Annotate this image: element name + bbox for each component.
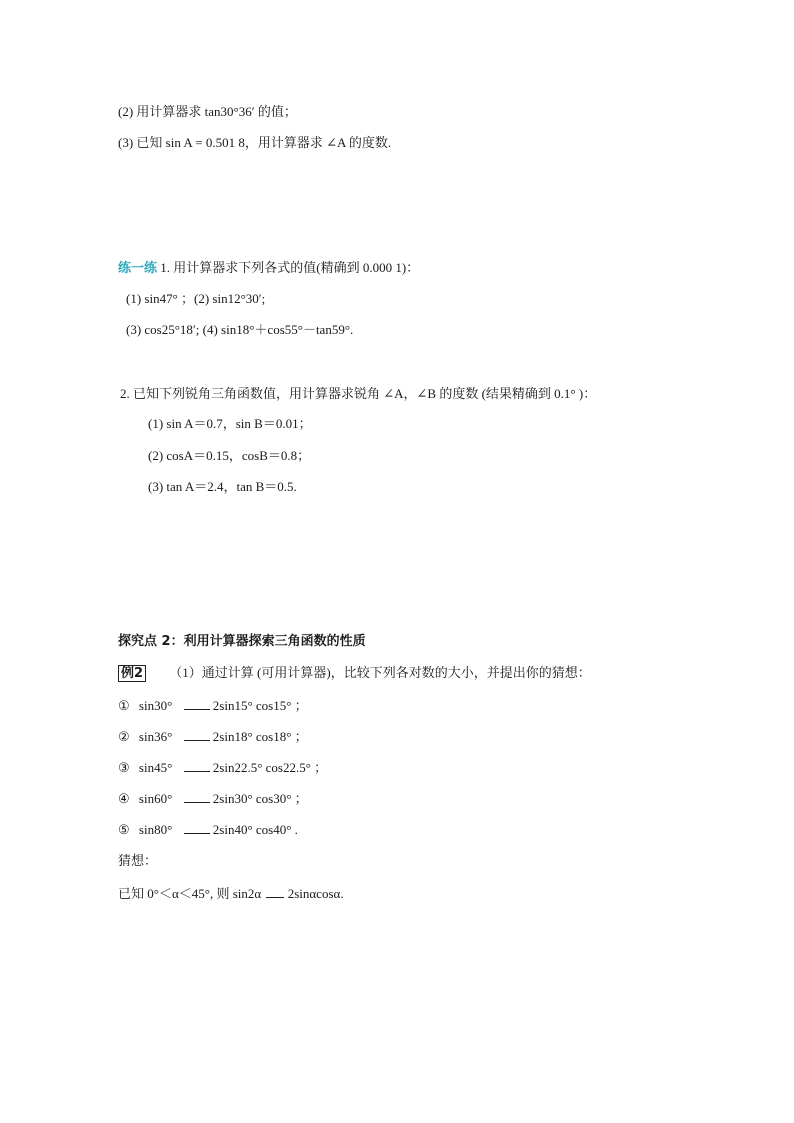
item-right: 2sin18° cos18° ；: [212, 729, 308, 744]
item-right: 2sin40° cos40° .: [212, 822, 298, 837]
item-number: ③: [118, 760, 130, 775]
compare-item: [118, 821, 298, 838]
item-right: 2sin22.5° cos22.5° ；: [212, 760, 328, 775]
conclusion-suffix: 2sinαcosα.: [287, 886, 344, 901]
compare-item: [118, 790, 308, 807]
item-left: sin60°: [138, 791, 173, 806]
practice-q1-text: 1. 用计算器求下列各式的值(精确到 0.000 1)：: [160, 260, 420, 275]
answer-blank[interactable]: [184, 790, 210, 803]
answer-blank[interactable]: [184, 697, 210, 710]
compare-item: [118, 728, 308, 745]
example-text: （1）通过计算 (可用计算器)，比较下列各对数的大小，并提出你的猜想：: [169, 665, 591, 680]
answer-blank[interactable]: [184, 728, 210, 741]
item-left: sin30°: [138, 698, 173, 713]
practice-q1-item: (1) sin47° ；(2) sin12°30′;: [126, 291, 266, 306]
answer-blank[interactable]: [184, 821, 210, 834]
conclusion-line: [118, 885, 344, 902]
compare-item: [118, 759, 327, 776]
example-2-line: [118, 665, 591, 682]
practice-q2-item: (1) sin A＝0.7，sin B＝0.01；: [148, 416, 312, 431]
item-right: 2sin30° cos30° ；: [212, 791, 308, 806]
item-left: sin36°: [138, 729, 173, 744]
answer-blank[interactable]: [184, 759, 210, 772]
explore-heading: 探究点 2：利用计算器探索三角函数的性质: [118, 634, 366, 649]
question-3-line: (3) 已知 sin A = 0.501 8，用计算器求 ∠A 的度数.: [118, 135, 392, 150]
practice-label: 练一练: [118, 261, 158, 276]
practice-q2-item: (3) tan A＝2.4，tan B＝0.5.: [148, 479, 297, 494]
question-2-line: (2) 用计算器求 tan30°36′ 的值；: [118, 104, 297, 119]
item-left: sin80°: [138, 822, 173, 837]
item-left: sin45°: [138, 760, 173, 775]
item-number: ⑤: [118, 822, 130, 837]
practice-q1-title: [118, 260, 419, 277]
item-number: ④: [118, 791, 130, 806]
practice-q1-item: (3) cos25°18′; (4) sin18°＋cos55°－tan59°.: [126, 322, 354, 337]
conclusion-blank[interactable]: [266, 885, 284, 898]
practice-q2-item: (2) cosA＝0.15，cosB＝0.8；: [148, 448, 311, 463]
item-number: ①: [118, 698, 130, 713]
practice-q2-title: 2. 已知下列锐角三角函数值，用计算器求锐角 ∠A，∠B 的度数 (结果精确到 0.1° )：: [120, 386, 597, 401]
conclusion-prefix: 已知 0°＜α＜45°, 则 sin2α: [118, 886, 262, 901]
guess-label: 猜想：: [118, 853, 158, 868]
item-right: 2sin15° cos15° ；: [212, 698, 308, 713]
example-label: 例2: [118, 665, 146, 682]
compare-item: [118, 697, 308, 714]
item-number: ②: [118, 729, 130, 744]
